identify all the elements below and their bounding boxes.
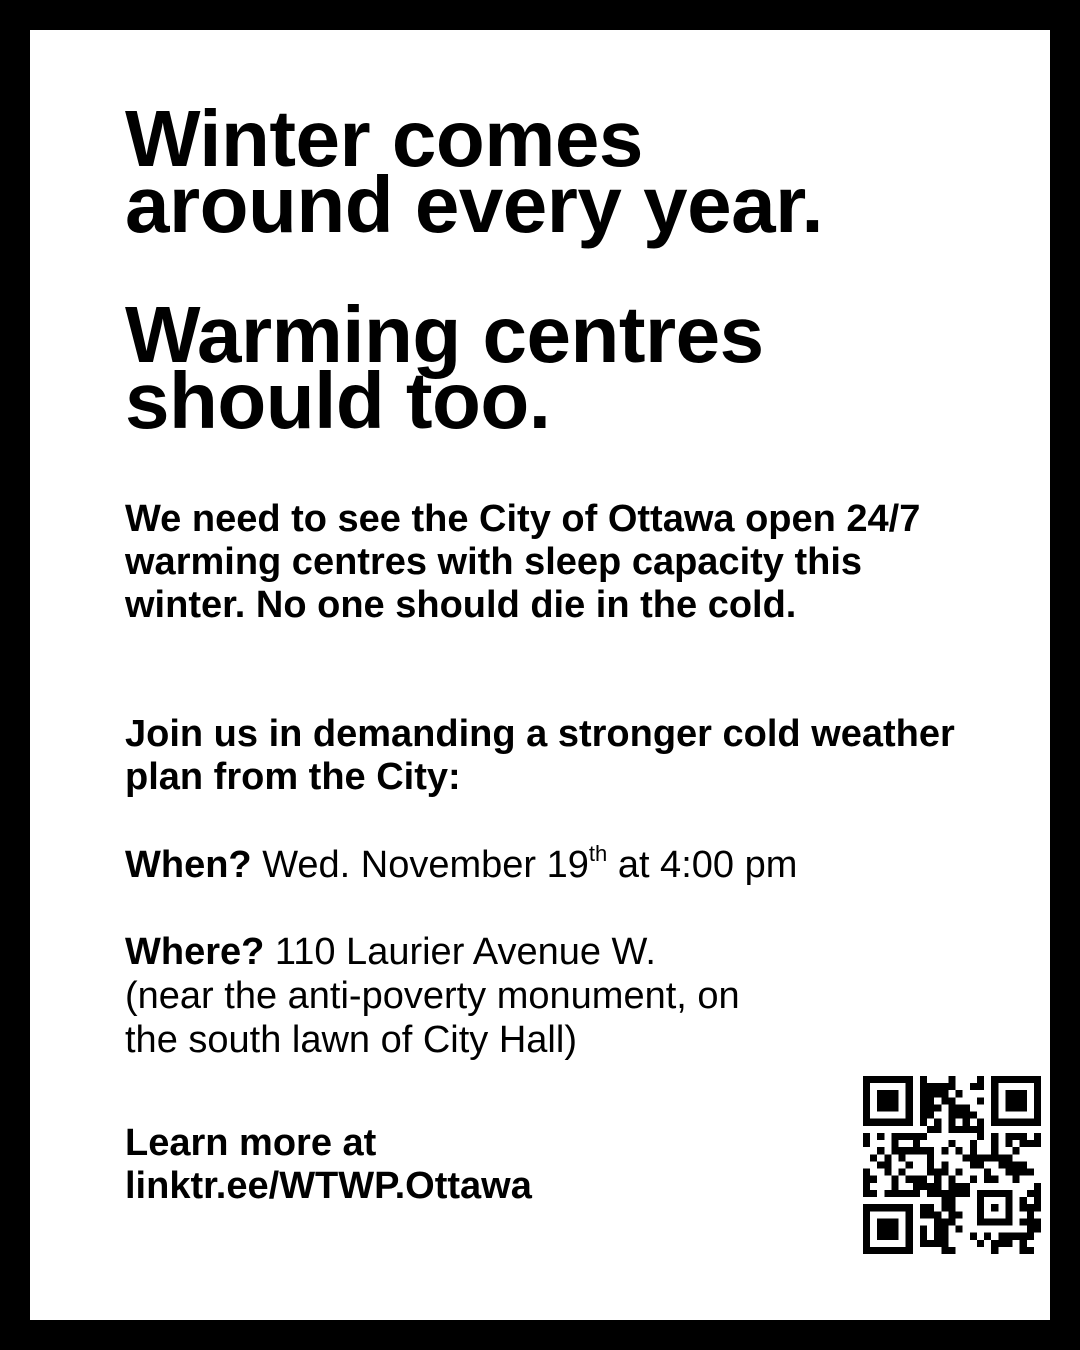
when-date: Wed. November 19	[262, 844, 589, 886]
headline-warming-centres	[125, 290, 1005, 445]
qr-code-icon[interactable]	[863, 1076, 1041, 1254]
headline-winter	[125, 94, 1005, 249]
headline-winter-line-2: around every year.	[125, 160, 824, 249]
when-label: When?	[125, 844, 252, 886]
learn-more-link[interactable]: linktr.ee/WTWP.Ottawa	[125, 1165, 532, 1207]
poster	[30, 30, 1050, 1320]
when-time: at 4:00 pm	[617, 844, 798, 886]
demand-paragraph: We need to see the City of Ottawa open 24/7 warming centres with sleep capacity this winter. No one should die in the cold.	[125, 498, 921, 626]
event-when	[125, 843, 1005, 887]
learn-more-line-1: Learn more at	[125, 1122, 377, 1164]
when-date-suffix: th	[588, 841, 608, 866]
event-where	[125, 930, 1005, 1062]
headline-winter-line-1: Winter comes	[125, 94, 643, 183]
headline-warming-line-1: Warming centres	[125, 290, 764, 379]
where-address: 110 Laurier Avenue W.	[274, 931, 656, 973]
where-line-1	[125, 930, 1005, 974]
join-paragraph: Join us in demanding a stronger cold weather plan from the City:	[125, 713, 955, 798]
where-note-line-1: (near the anti-poverty monument, on	[125, 975, 740, 1017]
where-note-line-2: the south lawn of City Hall)	[125, 1019, 577, 1061]
headline-warming-line-2: should too.	[125, 356, 551, 445]
where-label: Where?	[125, 931, 265, 973]
learn-more	[125, 1122, 685, 1208]
